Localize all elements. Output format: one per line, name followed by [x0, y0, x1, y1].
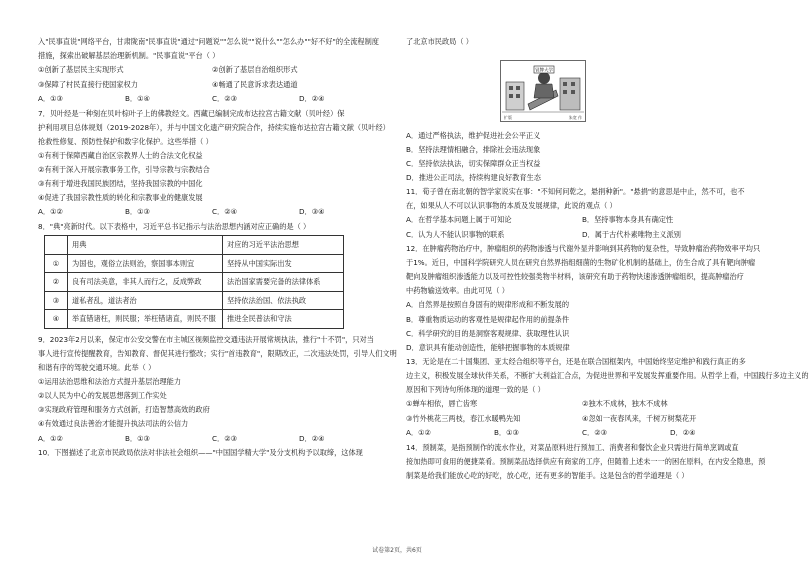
- table-cell: 道私者乱，道法者治: [68, 291, 223, 310]
- q7-item-1: ①有利于保障西藏自治区宗教界人士的合法文化权益: [38, 150, 203, 160]
- figure-title: 冒牌大学: [535, 68, 553, 73]
- q13-option-c: C．②③: [582, 428, 608, 438]
- q9-options: [38, 433, 386, 445]
- q13-line-3: 原因和下列诗句所体现的道理一致的是（ ）: [406, 385, 545, 394]
- table-header-cell: 用典: [68, 236, 223, 255]
- table-cell: ④: [45, 310, 68, 329]
- q6-options: [38, 93, 386, 105]
- table-cell: 为国也，观俗立法则治，察国事本则宜: [68, 254, 223, 273]
- q7-item-3: ③有利于增进我国民族团结，坚持我国宗教的中国化: [38, 179, 203, 189]
- table-cell: ②: [45, 273, 68, 292]
- q7-option-c: C．②④: [212, 207, 238, 217]
- table-header-row: [45, 236, 344, 255]
- q14-line-2: 接加热即可食用的便捷菜肴。预制菜品选择供应有商家的工序，但随着上述未一一的困在原料，在内安全隐患，预: [406, 456, 766, 466]
- q6-line-1: 入"民事直说"网络平台，甘肃陇南"民事直说"通过"问题说""怎么说""说什么""怎么办""好不好"的全流程制度: [38, 37, 379, 46]
- table-row: [45, 273, 344, 292]
- q11-option-d: D．属于古代朴素唯物主义派别: [582, 229, 681, 239]
- figure-caption-right: 朱宽 作: [568, 114, 582, 120]
- q6-items-row-2: [38, 79, 386, 91]
- q6-items-row-1: [38, 64, 386, 76]
- q13-item-3: ③竹外桃花三两枝，春江水暖鸭先知: [406, 413, 521, 423]
- q13-item-1: ①蝉车相依，唇亡齿寒: [406, 399, 478, 409]
- q7-option-b: B．①③: [125, 207, 151, 217]
- q9-line-3: 和谐有序的驾驶交通环境。此举（ ）: [38, 363, 156, 373]
- q12-option-b: B．尊重物质运动的客观性是规律起作用的前提条件: [406, 314, 570, 324]
- q6-item-1: ①创新了基层民主实现形式: [38, 65, 124, 75]
- q14-line-3: 制菜是给我们能放心吃的好吃，放心吃，还有更多的智能手。这是包含的哲学道理是（ ）: [406, 470, 689, 480]
- table-cell: 坚持从中国实际出发: [223, 254, 344, 273]
- q7-item-2: ②有利于深入开展宗教事务工作，引导宗教与宗教结合: [38, 165, 210, 175]
- q13-items-row-1: [406, 398, 758, 410]
- figure-caption-left: 扩版: [504, 114, 512, 120]
- q6-option-a: A．①③: [38, 94, 63, 104]
- q10-option-c: C．坚持依法执法，切实保障群众正当权益: [406, 158, 541, 168]
- q9-line-1: 9．2023年2月以来，保定市公安交警在市主城区视频监控交通违法开展常规执法，推行"十不罚"，只对当: [38, 334, 374, 344]
- cartoon-figure: [500, 60, 586, 122]
- q6-option-b: B．①④: [125, 94, 151, 104]
- q6-item-3: ③保障了村民直接行使国家权力: [38, 79, 138, 89]
- q7-option-a: A．①②: [38, 207, 63, 217]
- table-header-cell: 对应的习近平法治思想: [223, 236, 344, 255]
- q7-line-2: 护利用项目总体规划（2019-2028年），并与中国文化遗产研究院合作，持续实施布达拉宫古籍文献（贝叶经）: [38, 122, 390, 132]
- q8-stem: 8．"典"亮新时代。以下表格中，习近平总书记指示与法治思想内涵对应正确的是（ ）: [38, 221, 311, 231]
- q12-option-d: D．意识具有能动创造性，能够把握事物的本质规律: [406, 342, 570, 352]
- q7-line-3: 抢救性修复、预防性保护和数字化保护。这些举措（ ）: [38, 136, 213, 146]
- q9-line-2: 事人进行宣传提醒教育，告知教育、督促其进行整改；实行"首违教育"，限期改正，二次违法处罚，引导人们文明: [38, 348, 397, 358]
- table-row: [45, 291, 344, 310]
- q11-option-a: A．在哲学基本问题上属于可知论: [406, 215, 512, 225]
- table-cell: 推进全民普法和守法: [223, 310, 344, 329]
- q11-line-1: 11．荀子曾在南北朝的智学家说实在事："不知何问乾之，悬捐种新"。"悬捐"的意思是中止，然不可，也不: [406, 186, 745, 196]
- q10-option-d: D．推进公正司法，持续构建良好教育生态: [406, 172, 541, 182]
- q7-item-4: ④促进了我国宗教性质的转化和宗教事业的健康发展: [38, 193, 203, 203]
- q8-table: [44, 235, 344, 329]
- q7-option-d: D．③④: [299, 207, 325, 217]
- q11-options-row-1: [406, 214, 758, 226]
- cartoon-illustration: [500, 60, 586, 122]
- q14-line-1: 14．预制菜，是指预制作的流水作业，对菜品原料进行预加工、消费者和餐饮企业只需进行简单烹调或直: [406, 442, 739, 452]
- q13-items-row-2: [406, 413, 758, 425]
- q11-options-row-2: [406, 229, 758, 241]
- q12-line-4: 中药物输送效率。由此可见（ ）: [406, 286, 509, 296]
- q12-line-3: 靶向及肿瘤组织渗透能力以及可控性较强类物半材料，该研究有助于药物快速渗透肿瘤组织，提高肿瘤治疗: [406, 272, 744, 282]
- q6-line-2: 措施，探索出破解基层治理新机制。"民事直说"平台（ ）: [38, 51, 220, 61]
- q6-item-4: ④畅通了民意诉求表达通道: [212, 79, 298, 89]
- right-column: [406, 36, 809, 484]
- q12-option-a: A．自然界是按照自身固有的规律形成和不断发展的: [406, 300, 570, 310]
- table-header-cell: [45, 236, 68, 255]
- q11-line-2: 在，如果从人不可以认识事物的本质及发展规律，此说的观点（ ）: [406, 200, 617, 210]
- q13-line-2: 边主义，积极发展全球伙伴关系，不断扩大利益汇合点，为促进世界和平发展发挥重要作用。从哲学上看，中国践行多边主义的: [406, 370, 809, 380]
- q7-line-1: 7．贝叶经是一种刻在贝叶棕叶子上的佛教经文。西藏已编制完成布达拉宫古籍文献（贝叶经）保: [38, 108, 345, 118]
- q11-option-b: B．坚持事物本身具有确定性: [582, 215, 674, 225]
- page-footer: 试卷第2页，共6页: [372, 547, 422, 554]
- q10-option-b: B．坚持法理情相融合，排除社会违法现象: [406, 144, 541, 154]
- q13-option-d: D．②④: [670, 428, 696, 438]
- table-row: [45, 310, 344, 329]
- q11-option-c: C．认为人不能认识事物的联系: [406, 229, 505, 239]
- q13-option-b: B．①③: [494, 428, 520, 438]
- q13-item-2: ②独木不成林，独木不成林: [582, 399, 668, 409]
- table-cell: 坚持依法治国、依法执政: [223, 291, 344, 310]
- q9-item-3: ③实现政府管理和服务方式创新，打造智慧高效的政府: [38, 405, 210, 415]
- q9-item-4: ④有效通过良法善治才能提升执法司法的公信力: [38, 419, 189, 429]
- table-cell: ①: [45, 254, 68, 273]
- q13-option-a: A．①②: [406, 428, 431, 438]
- q10-option-a: A．通过严格执法，维护促进社会公平正义: [406, 130, 541, 140]
- q10-continuation: 了北京市民政局（ ）: [406, 37, 473, 46]
- table-cell: ③: [45, 291, 68, 310]
- q9-option-c: C．②③: [212, 433, 238, 443]
- q12-line-1: 12．在肿瘤药物治疗中，肿瘤组织的药物渗透与代谢外显并影响到其药物的复杂性，导致肿瘤治药物效率平均只: [406, 244, 761, 254]
- q6-item-2: ②创新了基层自治组织形式: [212, 65, 298, 75]
- table-cell: 法治国家需要完备的法律体系: [223, 273, 344, 292]
- table-cell: 良有司法美意，非其人而行之，反成弊政: [68, 273, 223, 292]
- table-row: [45, 254, 344, 273]
- q9-item-2: ②以人民为中心的发展思想落到工作实处: [38, 391, 167, 401]
- table-cell: 举直错诸枉，则民服；举枉错诸直，则民不服: [68, 310, 223, 329]
- q12-line-2: 于1%。近日，中国科学院研究人员在研究自然界指组细菌的生物矿化机制的基础上，仿生合成了具有靶向肿瘤: [406, 258, 756, 268]
- q13-line-1: 13．无论是在二十国集团、亚太经合组织等平台，还是在联合国框架内，中国始终坚定维护和践行真正的多: [406, 356, 746, 366]
- q13-options: [406, 427, 758, 439]
- q9-option-a: A．①②: [38, 433, 63, 443]
- q9-option-b: B．①③: [125, 433, 151, 443]
- q7-options: [38, 206, 386, 218]
- q13-item-4: ④忽如一夜春风来，千树万树梨花开: [582, 413, 697, 423]
- q9-item-1: ①运用法治思维和法治方式提升基层治理能力: [38, 377, 182, 387]
- q6-option-d: D．②④: [299, 94, 325, 104]
- q12-option-c: C．科学研究的目的是洞察客观规律、获取理性认识: [406, 328, 570, 338]
- left-column: [38, 36, 397, 461]
- q10-stem: 10．下图描述了北京市民政局依法对非法社会组织——"中国国学精大学"及分支机构予以取缔，这体现: [38, 448, 363, 457]
- q6-option-c: C．②③: [212, 94, 238, 104]
- q9-option-d: D．②④: [299, 433, 325, 443]
